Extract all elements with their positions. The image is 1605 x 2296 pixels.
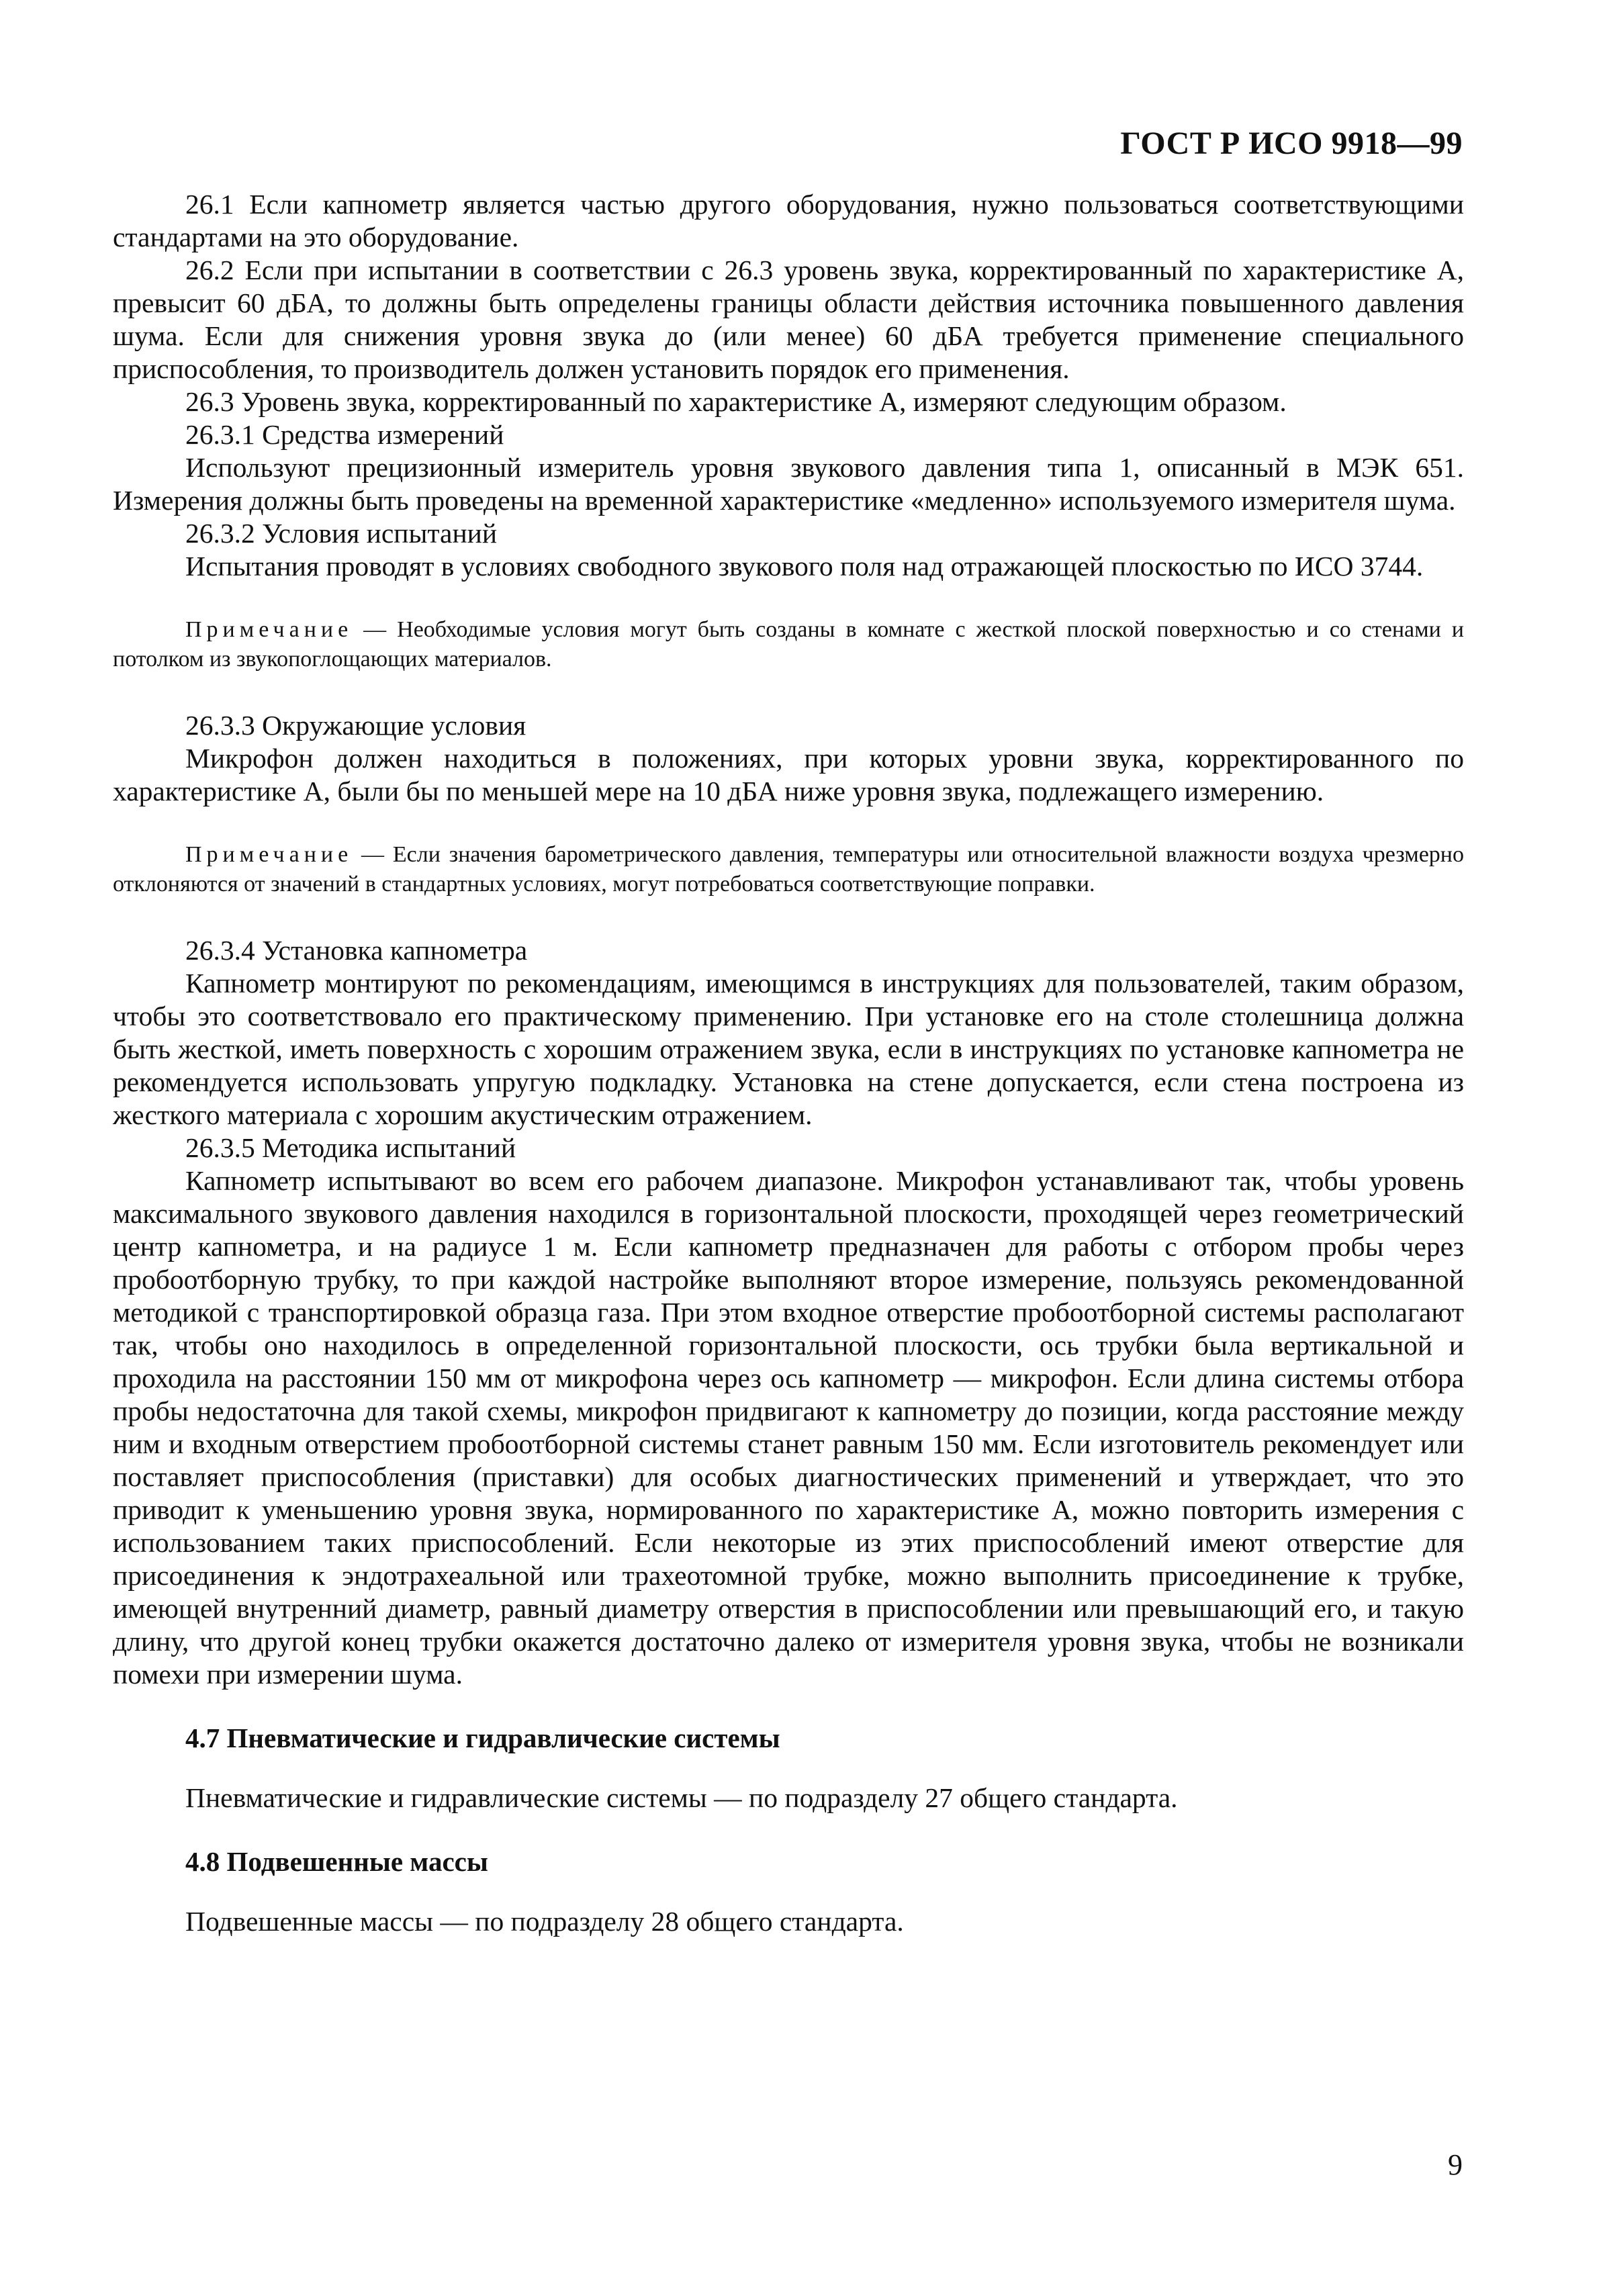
paragraph-26-3-4: Капнометр монтируют по рекомендациям, имеющимся в инструкциях для пользователей, таким образом, чтобы это соответствовало его практическому применению. При установке его на столе столешница должна быть жесткой, иметь поверхность с хорошим отражением звука, если в инструкциях по установке капнометра не рекомендуется использовать упругую подкладку. Установка на стене допускается, если стена построена из жесткого материала с хорошим акустическим отражением. xyxy=(113,968,1464,1130)
section-4-7-text: Пневматические и гидравлические системы — по подразделу 27 общего стандарта. xyxy=(185,1782,1178,1813)
section-4-7-title: 4.7 Пневматические и гидравлические системы xyxy=(185,1723,780,1753)
note-1 xyxy=(113,615,1464,674)
heading-26-3-1: 26.3.1 Средства измерений xyxy=(185,419,504,450)
heading-26-3-3: 26.3.3 Окружающие условия xyxy=(185,710,526,741)
paragraph-26-3-1: Используют прецизионный измеритель уровня звукового давления типа 1, описанный в МЭК 651. Измерения должны быть проведены на временной характеристике «медленно» используемого измерителя шума. xyxy=(113,452,1464,516)
paragraph-26-2: 26.2 Если при испытании в соответствии с 26.3 уровень звука, корректированный по характеристике А, превысит 60 дБА, то должны быть определены границы области действия источника повышенного давления шума. Если для снижения уровня звука до (или менее) 60 дБА требуется применение специального приспособления, то производитель должен установить порядок его применения. xyxy=(113,255,1464,384)
note-1-label: Примечание xyxy=(185,617,353,642)
section-4-8-text: Подвешенные массы — по подразделу 28 общего стандарта. xyxy=(185,1906,904,1937)
note-2-text: — Если значения барометрического давления, температуры или относительной влажности воздуха чрезмерно отклоняются от значений в стандартных условиях, могут потребоваться соответствующие поправки. xyxy=(113,842,1464,897)
heading-26-3-4: 26.3.4 Установка капнометра xyxy=(185,935,528,966)
paragraph-26-3-5: Капнометр испытывают во всем его рабочем диапазоне. Микрофон устанавливают так, чтобы уровень максимального звукового давления находился в горизонтальной плоскости, проходящей через геометрический центр капнометра, и на радиусе 1 м. Если капнометр предназначен для работы с отбором пробы через пробоотборную трубку, то при каждой настройке выполняют второе измерение, пользуясь рекомендованной методикой с транспортировкой образца газа. При этом входное отверстие пробоотборной системы располагают так, чтобы оно находилось в определенной горизонтальной плоскости, ось трубки была вертикальной и проходила на расстоянии 150 мм от микрофона через ось капнометр — микрофон. Если длина системы отбора пробы недостаточна для такой схемы, микрофон придвигают к капнометру до позиции, когда расстояние между ним и входным отверстием пробоотборной системы станет равным 150 мм. Если изготовитель рекомендует или поставляет приспособления (приставки) для особых диагностических применений и утверждает, что это приводит к уменьшению уровня звука, нормированного по характеристике А, можно повторить измерения с использованием таких приспособлений. Если некоторые из этих приспособлений имеют отверстие для присоединения к эндотрахеальной или трахеотомной трубке, можно выполнить присоединение к трубке, имеющей внутренний диаметр, равный диаметру отверстия в приспособлении или превышающий его, и такую длину, что другой конец трубки окажется достаточно далеко от измерителя уровня звука, чтобы не возникали помехи при измерении шума. xyxy=(113,1165,1464,1690)
note-1-text: — Необходимые условия могут быть созданы в комнате с жесткой плоской поверхностью и со стенами и потолком из звукопоглощающих материалов. xyxy=(113,617,1464,672)
paragraph-26-1: 26.1 Если капнометр является частью другого оборудования, нужно пользоваться соответствующими стандартами на это оборудование. xyxy=(113,189,1464,252)
note-2-label: Примечание xyxy=(185,842,353,867)
heading-26-3-5: 26.3.5 Методика испытаний xyxy=(185,1132,516,1163)
page-number: 9 xyxy=(1448,2148,1463,2181)
section-4-8-title: 4.8 Подвешенные массы xyxy=(185,1846,488,1877)
heading-26-3-2: 26.3.2 Условия испытаний xyxy=(185,518,498,549)
paragraph-26-3: 26.3 Уровень звука, корректированный по характеристике А, измеряют следующим образом. xyxy=(185,386,1287,417)
document-body xyxy=(113,188,1464,1938)
document-header: ГОСТ Р ИСО 9918—99 xyxy=(1120,126,1463,161)
note-2 xyxy=(113,840,1464,899)
paragraph-26-3-3: Микрофон должен находиться в положениях, при которых уровни звука, корректированного по характеристике А, были бы по меньшей мере на 10 дБА ниже уровня звука, подлежащего измерению. xyxy=(113,743,1464,807)
paragraph-26-3-2: Испытания проводят в условиях свободного звукового поля над отражающей плоскостью по ИСО 3744. xyxy=(185,551,1424,582)
